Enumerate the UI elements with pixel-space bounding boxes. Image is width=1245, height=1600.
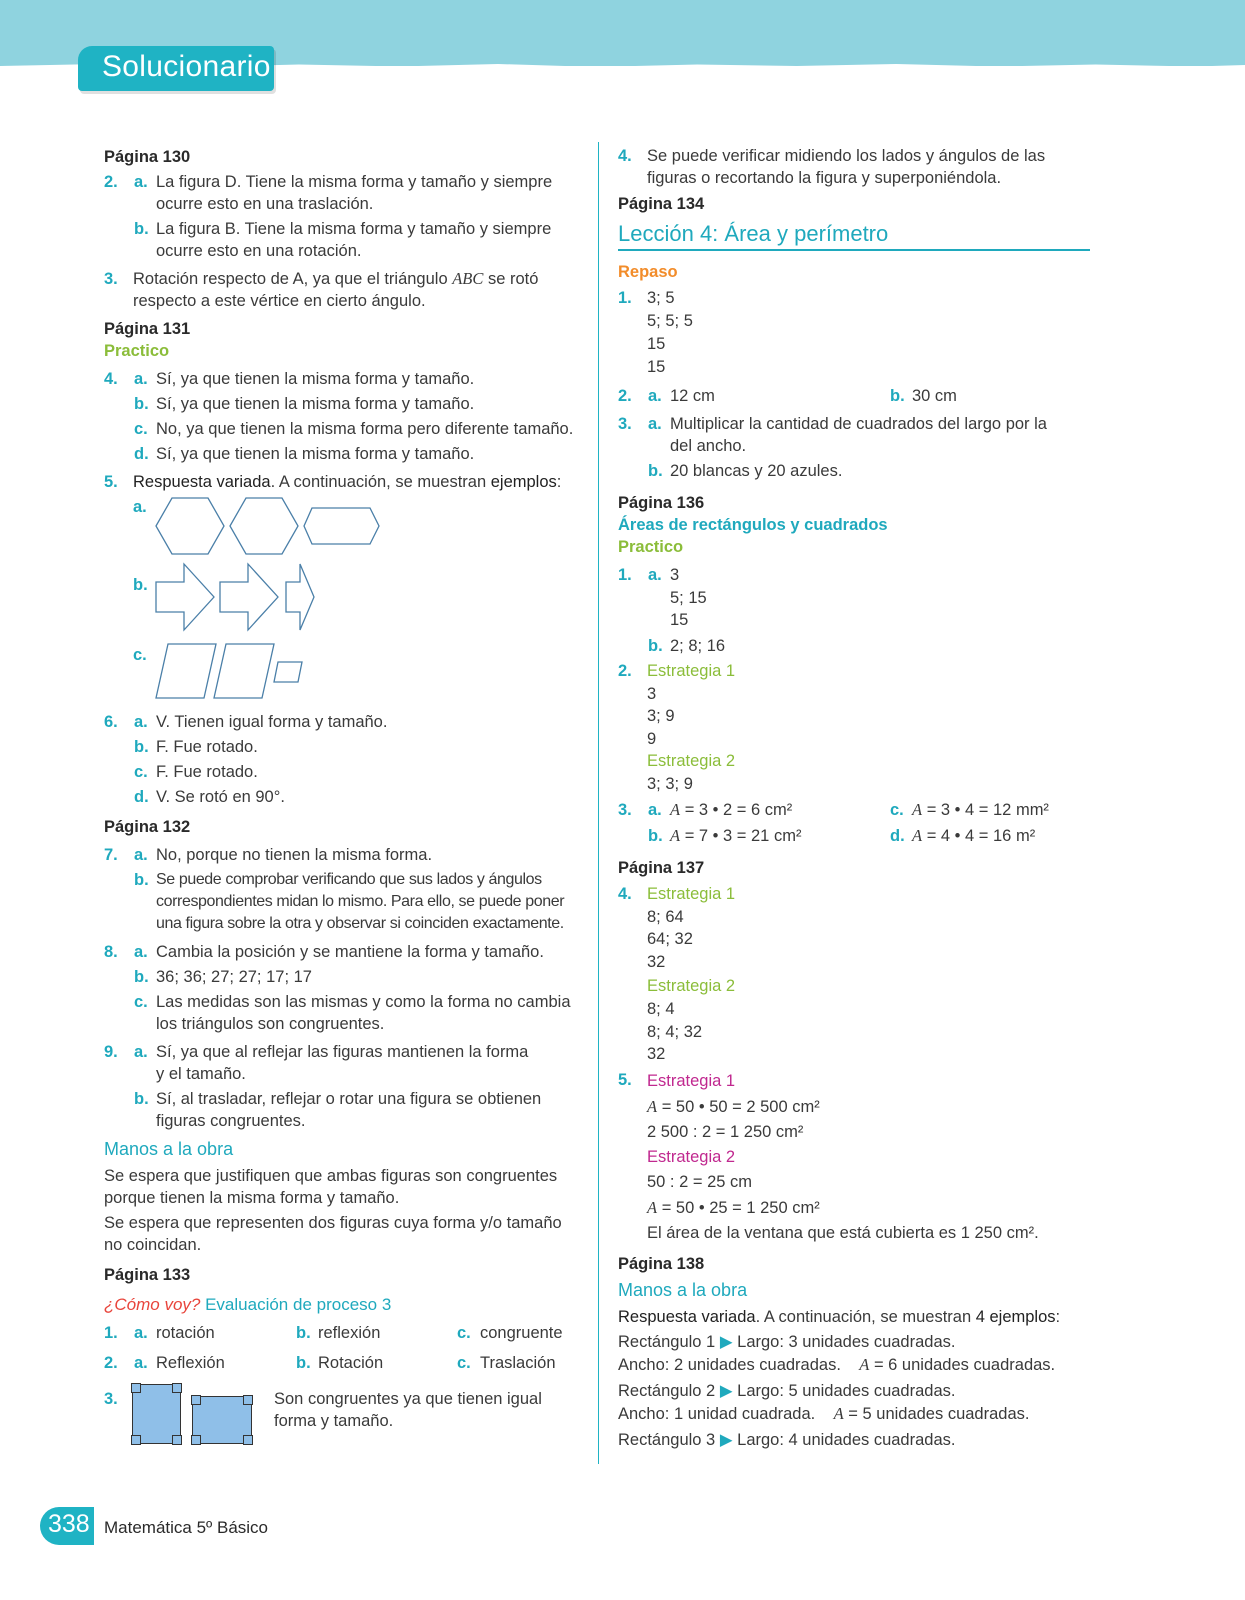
text-7b: Se puede comprobar verificando que sus lados y ángulos correspondientes midan lo mismo. Para ello, se puede poner una figura sobre la otra y observar si coinciden exactamente.: [156, 871, 565, 932]
letter-b: b.: [890, 387, 905, 405]
corner-mark: [172, 1383, 182, 1393]
area-symbol: A: [670, 800, 681, 819]
item-4d: [104, 443, 584, 465]
letter-b: b.: [296, 1354, 311, 1372]
area-item-4: [618, 883, 1098, 1065]
letter-c: c.: [457, 1324, 471, 1342]
corner-mark: [243, 1395, 253, 1405]
num-6: 6.: [104, 713, 118, 731]
text-4c: No, ya que tienen la misma forma pero diferente tamaño.: [156, 420, 574, 438]
letter-b: b.: [134, 968, 149, 986]
area-1a-values: [670, 564, 1098, 632]
letter-b: b.: [134, 738, 149, 756]
text-2b: La figura B. Tiene la misma forma y tamaño y siempre ocurre esto en una rotación.: [156, 220, 552, 260]
letter-a: a.: [134, 173, 148, 191]
letter-b: b.: [296, 1324, 311, 1342]
num-3: 3.: [618, 415, 632, 433]
rect1-largo: Largo: 3 unidades cuadradas.: [737, 1333, 956, 1351]
value: 32: [647, 1045, 666, 1064]
rectangle-1-line2: [618, 1354, 1098, 1376]
play-arrow-icon: ▶: [719, 1333, 733, 1351]
arrow-3: [286, 564, 314, 630]
letter-d: d.: [134, 445, 149, 463]
eval-item-1: [104, 1322, 584, 1344]
area-item-5: [618, 1069, 1098, 1249]
hexagon-1: [156, 498, 224, 554]
item-4a: [104, 368, 584, 390]
letter-c: c.: [134, 993, 148, 1011]
rect1-ancho: Ancho: 2 unidades cuadradas.: [618, 1356, 841, 1374]
parallelogram-figures: [154, 642, 394, 702]
repaso-item-2: [618, 385, 1098, 407]
corner-mark: [191, 1395, 201, 1405]
letter-a: a.: [648, 566, 662, 584]
area-symbol: A: [647, 1097, 658, 1116]
value: 8; 4: [647, 999, 675, 1018]
strategy-1-label: Estrategia 1: [647, 885, 736, 903]
letter-a: a.: [133, 498, 147, 516]
letter-a: a.: [134, 1043, 148, 1061]
solucionario-tab: [78, 46, 274, 91]
value: 8; 64: [647, 907, 684, 926]
comovoy-label: ¿Cómo voy?: [104, 1295, 201, 1314]
page-heading-138: Página 138: [618, 1255, 705, 1273]
arrow-1: [156, 564, 214, 630]
parallelogram-1: [156, 644, 216, 698]
value: 50 : 2 = 25 cm: [647, 1173, 753, 1191]
text-6c: F. Fue rotado.: [156, 763, 258, 781]
area-symbol: A: [912, 800, 923, 819]
text-4d: Sí, ya que tienen la misma forma y tamaño.: [156, 445, 475, 463]
rectangle-2-line2: [618, 1403, 1098, 1425]
letter-c: c.: [134, 420, 148, 438]
value: 32: [647, 952, 666, 971]
figures-5: [104, 496, 584, 708]
rectangle-3-line: [618, 1429, 1098, 1451]
rect2-label: Rectángulo 2: [618, 1382, 716, 1400]
evaluation-heading: [104, 1294, 584, 1316]
rectangle-1-line: [618, 1331, 1098, 1353]
letter-d: d.: [134, 788, 149, 806]
rectangle-2-line: [618, 1380, 1098, 1402]
item-6d: [104, 786, 584, 808]
corner-mark: [243, 1435, 253, 1445]
text-r4: Se puede verificar midiendo los lados y ángulos de las figuras o recortando la figura y superponiéndola.: [647, 147, 1046, 187]
value: 3; 9: [647, 707, 675, 726]
page-heading-137: Página 137: [618, 859, 705, 877]
area-symbol: A: [670, 826, 681, 845]
text-r3b: 20 blancas y 20 azules.: [670, 462, 843, 480]
value: 3; 3; 9: [647, 774, 693, 793]
eval-item-2: [104, 1352, 584, 1374]
num-5: 5.: [618, 1071, 632, 1089]
item-2b: [104, 218, 584, 262]
text-a3b: = 7 • 3 = 21 cm²: [684, 827, 802, 845]
num-4: 4.: [618, 885, 632, 903]
arrow-2: [220, 564, 278, 630]
manos-mid: . A continuación, se muestran: [755, 1308, 976, 1326]
num-1: 1.: [104, 1324, 118, 1342]
letter-c: c.: [134, 763, 148, 781]
left-column: [104, 142, 584, 1453]
repaso-item-3b: [618, 460, 1098, 482]
letter-c: c.: [457, 1354, 471, 1372]
letter-a: a.: [134, 713, 148, 731]
num-2: 2.: [618, 387, 632, 405]
practico-heading-right: Practico: [618, 538, 684, 556]
manos-end: :: [1055, 1308, 1061, 1326]
text-e1b: reflexión: [318, 1324, 381, 1342]
hexagon-figures: [154, 496, 394, 560]
text-a3a: = 3 • 2 = 6 cm²: [684, 801, 793, 819]
repaso-heading: Repaso: [618, 263, 678, 281]
text-5-bold1: Respuesta variada: [133, 473, 271, 491]
letter-a: a.: [134, 1354, 148, 1372]
text-3-part1: Rotación respecto de A, ya que el triángulo: [133, 270, 453, 288]
letter-c: c.: [133, 646, 147, 664]
page-number-badge: [40, 1507, 94, 1545]
repaso-item-1: [618, 287, 1098, 379]
repaso-item-3a: [618, 413, 1098, 457]
num-2: 2.: [104, 1354, 118, 1372]
text-a1b: 2; 8; 16: [670, 637, 726, 655]
strategy-1-label: Estrategia 1: [647, 1072, 736, 1090]
rect3-label: Rectángulo 3: [618, 1431, 716, 1449]
area-item-1b: [618, 635, 1098, 657]
value: 5; 15: [670, 588, 707, 607]
column-divider: [598, 142, 599, 1464]
text-r2b: 30 cm: [912, 387, 957, 405]
area-item-3bd: [618, 825, 1098, 847]
item-2a: [104, 171, 584, 215]
num-7: 7.: [104, 846, 118, 864]
rect3-largo: Largo: 4 unidades cuadradas.: [737, 1431, 956, 1449]
page-heading-132: Página 132: [104, 818, 191, 836]
letter-a: a.: [134, 370, 148, 388]
corner-mark: [172, 1435, 182, 1445]
letter-b: b.: [133, 576, 148, 594]
num-2: 2.: [618, 662, 632, 680]
num-1: 1.: [618, 566, 632, 584]
letter-a: a.: [134, 943, 148, 961]
rect2-largo: Largo: 5 unidades cuadradas.: [737, 1382, 956, 1400]
blue-rectangle-1: [132, 1384, 181, 1444]
letter-b: b.: [648, 637, 663, 655]
item-7b: [104, 869, 584, 935]
item-4c: [104, 418, 584, 440]
page-heading-134: Página 134: [618, 195, 705, 213]
num-4: 4.: [104, 370, 118, 388]
area-4-values: [647, 883, 1098, 1066]
item-8a: [104, 941, 584, 963]
item-r4: [618, 145, 1098, 189]
num-3: 3.: [104, 1390, 118, 1408]
letter-b: b.: [648, 462, 663, 480]
text-8b: 36; 36; 27; 27; 17; 17: [156, 968, 312, 986]
num-3: 3.: [104, 270, 118, 288]
text-e2b: Rotación: [318, 1354, 384, 1372]
page-heading-130: Página 130: [104, 148, 191, 166]
num-2: 2.: [104, 173, 118, 191]
text-5-bold2: ejemplos: [490, 473, 557, 491]
rect1-area: = 6 unidades cuadradas.: [873, 1356, 1056, 1374]
areas-heading: Áreas de rectángulos y cuadrados: [618, 516, 888, 534]
parallelogram-3: [274, 662, 302, 682]
text-5-mid: . A continuación, se muestran: [270, 473, 491, 491]
strategy-2-label: Estrategia 2: [647, 1148, 736, 1166]
num-1: 1.: [618, 289, 632, 307]
manos-text-2: Se espera que representen dos figuras cuya forma y/o tamaño no coincidan.: [104, 1214, 562, 1254]
text-4b: Sí, ya que tienen la misma forma y tamaño.: [156, 395, 475, 413]
num-5: 5.: [104, 473, 118, 491]
repaso-value: 15: [647, 358, 666, 376]
value: 8; 4; 32: [647, 1022, 703, 1041]
corner-mark: [191, 1435, 201, 1445]
parallelogram-2: [214, 644, 274, 698]
area-item-1a: [618, 564, 1098, 632]
eval-item-3: [104, 1384, 584, 1450]
text-r3a: Multiplicar la cantidad de cuadrados del largo por la del ancho.: [670, 415, 1047, 455]
area-symbol: A: [912, 826, 923, 845]
letter-b: b.: [134, 395, 149, 413]
strategy-1-label: Estrategia 1: [647, 662, 736, 680]
num-3: 3.: [618, 801, 632, 819]
item-6b: [104, 736, 584, 758]
item-5: [104, 471, 584, 493]
text-e2c: Traslación: [480, 1354, 556, 1372]
value: 3: [670, 566, 680, 584]
text-e1c: congruente: [480, 1324, 563, 1342]
text-e3: Son congruentes ya que tienen igual forma y tamaño.: [274, 1390, 542, 1430]
rect2-area: = 5 unidades cuadradas.: [848, 1405, 1030, 1423]
item-8b: [104, 966, 584, 988]
play-arrow-icon: ▶: [719, 1382, 733, 1400]
right-column: [618, 142, 1098, 1454]
text-8a: Cambia la posición y se mantiene la forma y tamaño.: [156, 943, 544, 961]
area-item-3ac: [618, 799, 1098, 821]
manos-heading-left: Manos a la obra: [104, 1139, 234, 1159]
area-2-values: [647, 660, 1098, 796]
text-9a: Sí, ya que al reflejar las figuras mantienen la forma y el tamaño.: [156, 1043, 529, 1083]
value: 3: [647, 684, 657, 703]
page-number: 338: [48, 1510, 90, 1538]
text-7a: No, porque no tienen la misma forma.: [156, 846, 433, 864]
hexagon-2: [230, 498, 298, 554]
play-arrow-icon: ▶: [719, 1431, 733, 1449]
item-7a: [104, 844, 584, 866]
manos-heading-right: Manos a la obra: [618, 1280, 748, 1300]
strategy-2-label: Estrategia 2: [647, 977, 736, 996]
area-symbol: A: [833, 1404, 844, 1423]
letter-a: a.: [648, 415, 662, 433]
value: 64; 32: [647, 930, 693, 949]
evaluation-label: Evaluación de proceso 3: [200, 1295, 392, 1314]
manos-bold2: 4 ejemplos: [975, 1308, 1056, 1326]
page-heading-133: Página 133: [104, 1266, 191, 1284]
letter-b: b.: [134, 1090, 149, 1108]
text-r2a: 12 cm: [670, 387, 715, 405]
item-6a: [104, 711, 584, 733]
arrow-figures: [154, 562, 394, 632]
text-8c: Las medidas son las mismas y como la forma no cambia los triángulos son congruentes.: [156, 993, 571, 1033]
letter-b: b.: [134, 871, 149, 889]
letter-a: a.: [134, 1324, 148, 1342]
hexagon-3: [304, 508, 379, 544]
text-9b: Sí, al trasladar, reflejar o rotar una figura se obtienen figuras congruentes.: [156, 1090, 542, 1130]
manos-bold1: Respuesta variada: [618, 1308, 756, 1326]
item-8c: [104, 991, 584, 1035]
value: El área de la ventana que está cubierta es 1 250 cm².: [647, 1224, 1039, 1242]
text-a3c: = 3 • 4 = 12 mm²: [926, 801, 1049, 819]
blue-rectangle-2: [192, 1396, 252, 1444]
page-heading-136: Página 136: [618, 494, 705, 512]
value: 2 500 : 2 = 1 250 cm²: [647, 1123, 804, 1141]
num-8: 8.: [104, 943, 118, 961]
text-3-part2: se rotó respecto a este vértice en cierto ángulo.: [133, 270, 539, 310]
value: = 50 • 50 = 2 500 cm²: [661, 1098, 820, 1116]
letter-b: b.: [648, 827, 663, 845]
num-4: 4.: [618, 147, 632, 165]
value: 9: [647, 729, 657, 748]
item-6c: [104, 761, 584, 783]
corner-mark: [131, 1435, 141, 1445]
strategy-2-label: Estrategia 2: [647, 752, 736, 771]
letter-a: a.: [648, 801, 662, 819]
area-symbol: A: [859, 1355, 870, 1374]
item-9a: [104, 1041, 584, 1085]
corner-mark: [131, 1383, 141, 1393]
repaso-1-values: [647, 287, 1098, 379]
text-5-end: :: [556, 473, 562, 491]
area-5-values: [647, 1069, 1098, 1246]
rect2-ancho: Ancho: 1 unidad cuadrada.: [618, 1405, 816, 1423]
item-9b: [104, 1088, 584, 1132]
repaso-value: 3; 5: [647, 289, 675, 307]
area-item-2: [618, 660, 1098, 796]
area-symbol: A: [647, 1198, 658, 1217]
text-6b: F. Fue rotado.: [156, 738, 258, 756]
value: 15: [670, 611, 689, 629]
repaso-value: 15: [647, 335, 666, 353]
tab-title: Solucionario: [102, 50, 271, 83]
letter-d: d.: [890, 827, 905, 845]
item-4b: [104, 393, 584, 415]
rect1-label: Rectángulo 1: [618, 1333, 716, 1351]
text-e2a: Reflexión: [156, 1354, 225, 1372]
letter-a: a.: [134, 846, 148, 864]
value: = 50 • 25 = 1 250 cm²: [661, 1199, 820, 1217]
text-2a: La figura D. Tiene la misma forma y tamaño y siempre ocurre esto en una traslación.: [156, 173, 553, 213]
text-6d: V. Se rotó en 90°.: [156, 788, 285, 806]
manos-text-1: Se espera que justifiquen que ambas figuras son congruentes porque tienen la misma forma y tamaño.: [104, 1167, 558, 1207]
num-9: 9.: [104, 1043, 118, 1061]
manos-intro: [618, 1306, 1098, 1328]
letter-c: c.: [890, 801, 904, 819]
letter-a: a.: [648, 387, 662, 405]
item-3: [104, 268, 584, 312]
text-4a: Sí, ya que tienen la misma forma y tamaño.: [156, 370, 475, 388]
text-e1a: rotación: [156, 1324, 215, 1342]
letter-b: b.: [134, 220, 149, 238]
text-6a: V. Tienen igual forma y tamaño.: [156, 713, 388, 731]
lesson-heading: Lección 4: Área y perímetro: [618, 221, 1090, 251]
triangle-abc: ABC: [452, 269, 484, 288]
page-heading-131: Página 131: [104, 320, 191, 338]
text-a3d: = 4 • 4 = 16 m²: [926, 827, 1036, 845]
repaso-value: 5; 5; 5: [647, 312, 693, 330]
book-title: Matemática 5º Básico: [104, 1518, 268, 1537]
practico-heading: Practico: [104, 342, 170, 360]
